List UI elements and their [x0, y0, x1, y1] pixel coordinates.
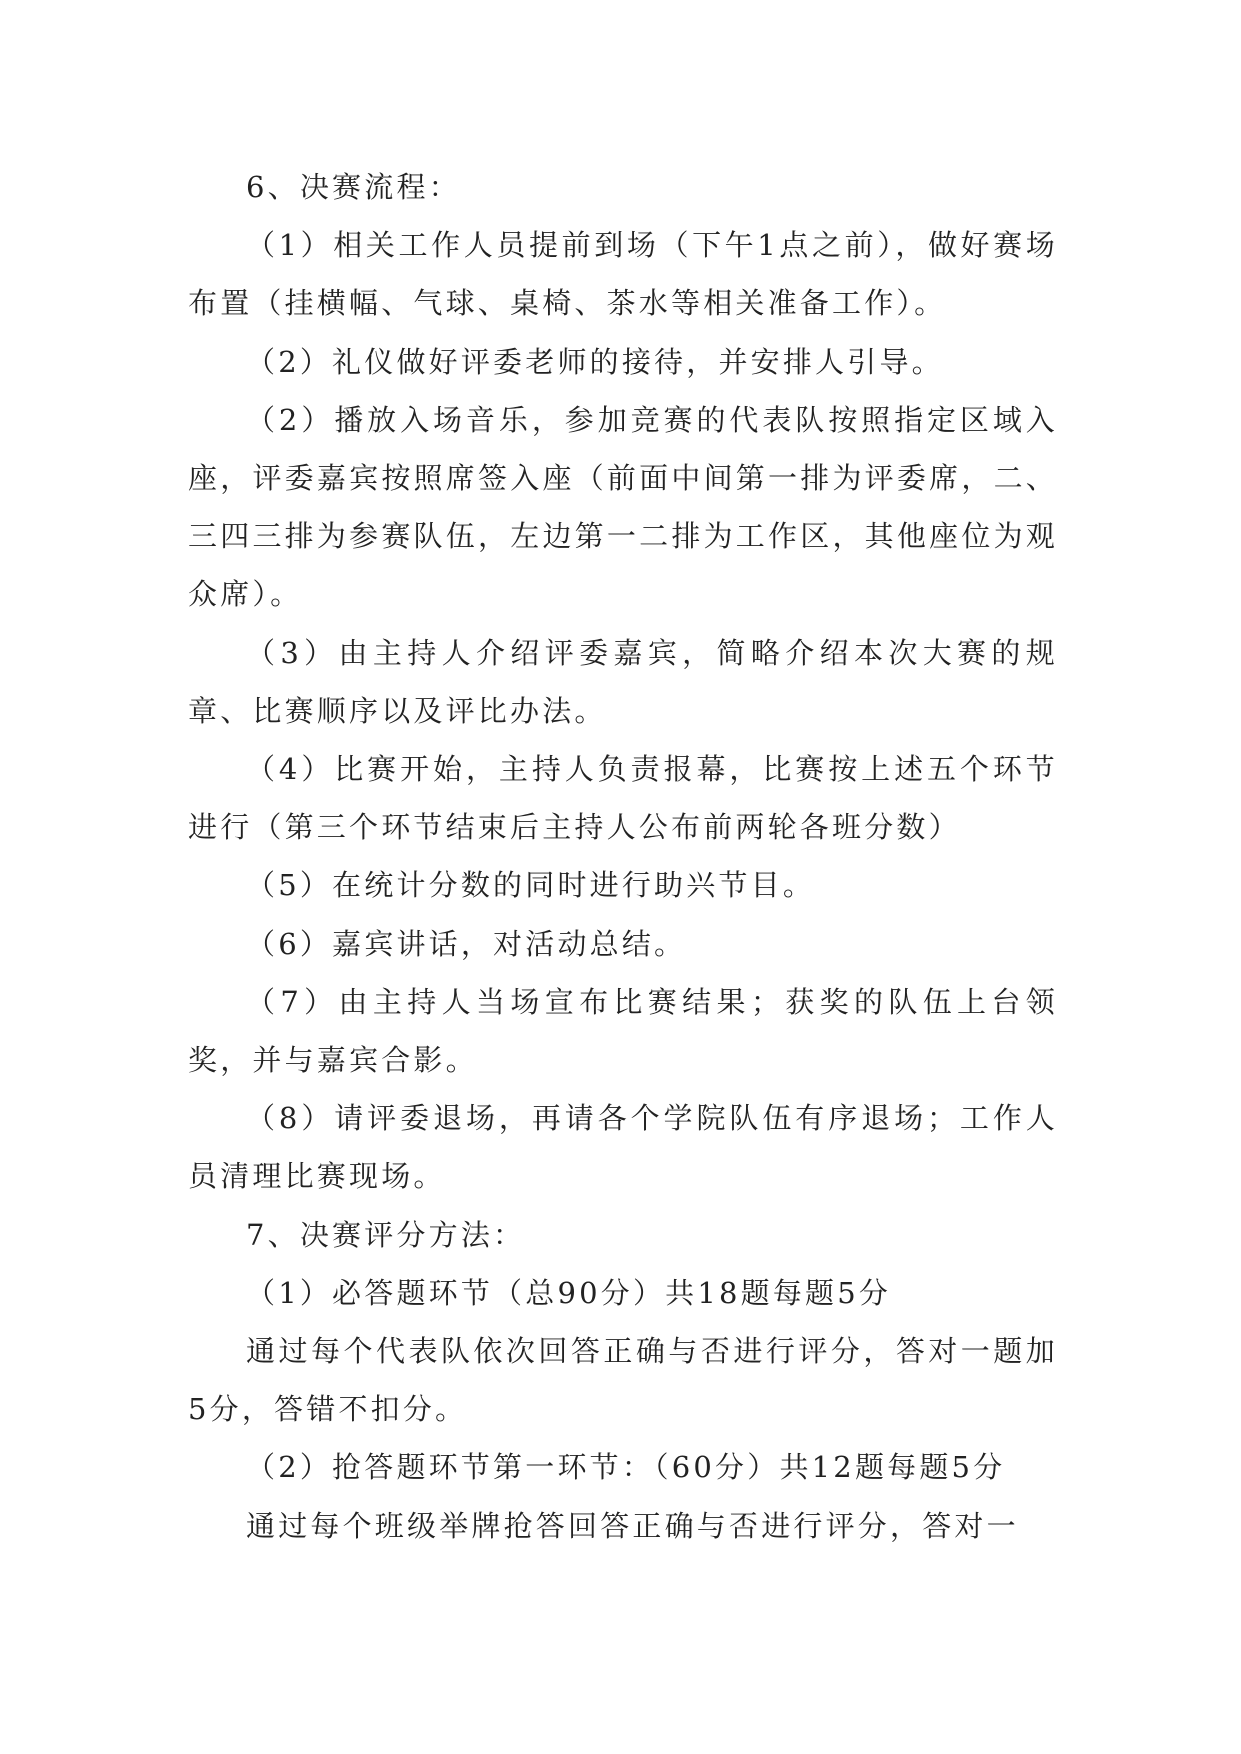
paragraph: （2）播放入场音乐，参加竞赛的代表队按照指定区域入座，评委嘉宾按照席签入座（前面中间第一排为评委席，二、三四三排为参赛队伍，左边第一二排为工作区，其他座位为观众席）。: [188, 402, 1058, 612]
paragraph: （6）嘉宾讲话，对活动总结。: [246, 926, 687, 961]
paragraph: （4）比赛开始，主持人负责报幕，比赛按上述五个环节进行（第三个环节结束后主持人公布前两轮各班分数）: [188, 752, 1058, 845]
section-heading-scoring-method: 7、决赛评分方法：: [246, 1217, 526, 1252]
paragraph: （1）必答题环节（总90分）共18题每题5分: [246, 1275, 892, 1310]
section-heading-final-procedure: 6、决赛流程：: [246, 170, 461, 204]
paragraph: 通过每个班级举牌抢答回答正确与否进行评分，答对一: [246, 1508, 1019, 1543]
paragraph: （8）请评委退场，再请各个学院队伍有序退场；工作人员清理比赛现场。: [188, 1101, 1058, 1194]
paragraph: （1）相关工作人员提前到场（下午1点之前），做好赛场布置（挂横幅、气球、桌椅、茶水等相关准备工作）。: [188, 228, 1058, 321]
paragraph: （3）由主持人介绍评委嘉宾，简略介绍本次大赛的规章、比赛顺序以及评比办法。: [188, 635, 1058, 728]
paragraph: （2）礼仪做好评委老师的接待，并安排人引导。: [246, 344, 944, 379]
document-body: [188, 158, 1058, 1555]
paragraph: 通过每个代表队依次回答正确与否进行评分，答对一题加5分，答错不扣分。: [188, 1334, 1058, 1427]
paragraph: （5）在统计分数的同时进行助兴节目。: [246, 868, 816, 903]
paragraph: （7）由主持人当场宣布比赛结果；获奖的队伍上台领奖，并与嘉宾合影。: [188, 984, 1058, 1078]
paragraph: （2）抢答题环节第一环节：（60分）共12题每题5分: [246, 1450, 1006, 1485]
